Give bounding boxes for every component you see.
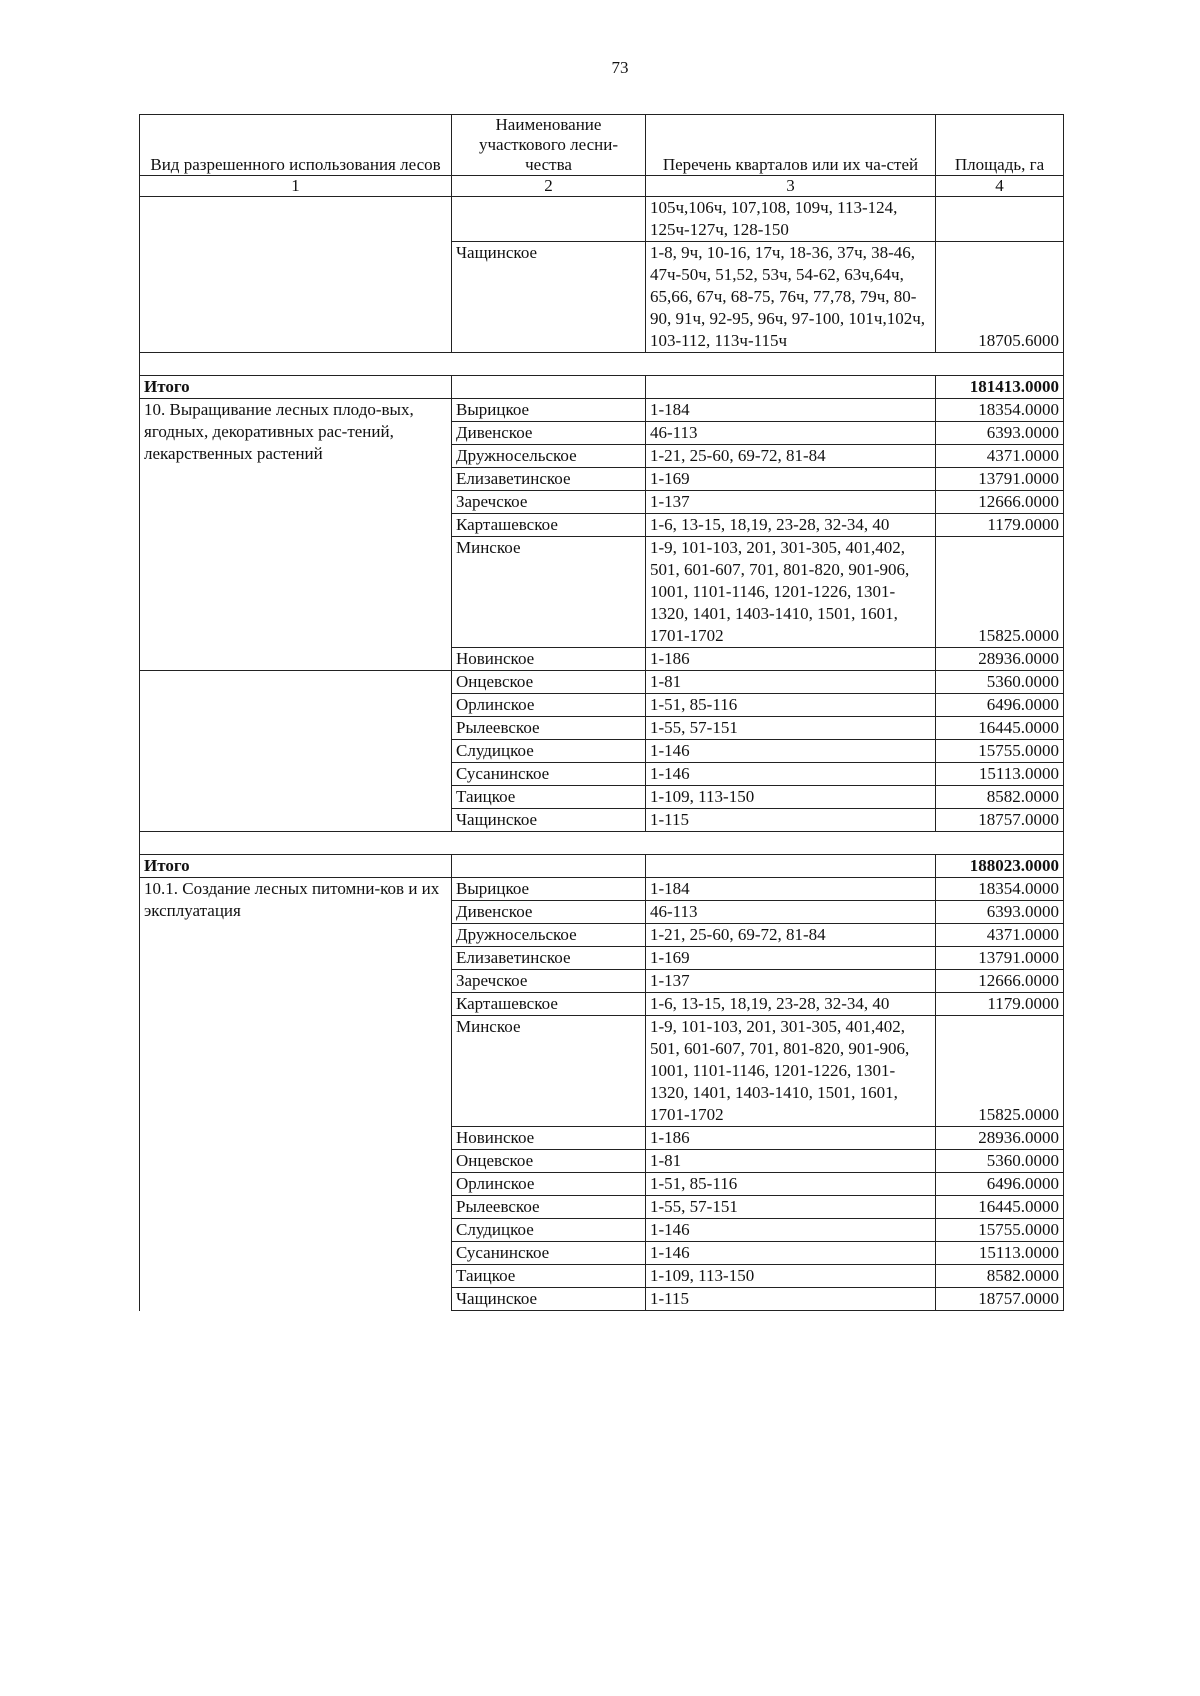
- quarters-list: 1-137: [646, 970, 936, 993]
- quarters-list: 1-55, 57-151: [646, 717, 936, 740]
- total-value: 181413.0000: [936, 376, 1064, 399]
- quarters-list: 1-51, 85-116: [646, 694, 936, 717]
- total-label: Итого: [140, 855, 452, 878]
- forest-use-table: [139, 114, 1064, 1311]
- forestry-name: Рылеевское: [452, 717, 646, 740]
- forestry-name: Елизаветинское: [452, 468, 646, 491]
- forestry-name: Заречское: [452, 970, 646, 993]
- table-row: [140, 878, 1064, 901]
- area-value: 5360.0000: [936, 671, 1064, 694]
- use-type-cell: [140, 242, 452, 353]
- forestry-name: Слудицкое: [452, 1219, 646, 1242]
- forestry-name: Сусанинское: [452, 1242, 646, 1265]
- total-row: [140, 376, 1064, 399]
- area-value: 18757.0000: [936, 1288, 1064, 1311]
- spacer-row: [140, 832, 1064, 855]
- quarters-list: 1-55, 57-151: [646, 1196, 936, 1219]
- total-row: [140, 855, 1064, 878]
- header-area: Площадь, га: [936, 115, 1064, 176]
- table-row: [140, 399, 1064, 422]
- header-row: [140, 115, 1064, 176]
- empty-cell: [646, 855, 936, 878]
- quarters-list: 1-109, 113-150: [646, 786, 936, 809]
- forestry-name: Новинское: [452, 648, 646, 671]
- area-value: 18354.0000: [936, 878, 1064, 901]
- quarters-list: 1-146: [646, 763, 936, 786]
- quarters-list: 1-169: [646, 947, 936, 970]
- table-row: [140, 242, 1064, 353]
- quarters-list: 1-115: [646, 809, 936, 832]
- forestry-name: Минское: [452, 537, 646, 648]
- quarters-list: 1-146: [646, 740, 936, 763]
- forestry-name: Рылеевское: [452, 1196, 646, 1219]
- quarters-list: 1-115: [646, 1288, 936, 1311]
- forestry-name: [452, 197, 646, 242]
- area-value: 15113.0000: [936, 763, 1064, 786]
- header-use-type: Вид разрешенного использования лесов: [140, 115, 452, 176]
- area-value: 16445.0000: [936, 1196, 1064, 1219]
- forestry-name: Орлинское: [452, 1173, 646, 1196]
- forestry-name: Дивенское: [452, 901, 646, 924]
- quarters-list: 1-109, 113-150: [646, 1265, 936, 1288]
- forestry-name: Сусанинское: [452, 763, 646, 786]
- quarters-list: 1-51, 85-116: [646, 1173, 936, 1196]
- forestry-name: Онцевское: [452, 671, 646, 694]
- column-number-row: [140, 176, 1064, 197]
- quarters-list: 1-186: [646, 648, 936, 671]
- area-value: 8582.0000: [936, 786, 1064, 809]
- column-number: 3: [646, 176, 936, 197]
- quarters-list: 1-9, 101-103, 201, 301-305, 401,402, 501, 601-607, 701, 801-820, 901-906, 1001, 1101-1146, 1201-1226, 1301-1320, 1401, 1403-1410, 1501, 1601, 1701-1702: [646, 537, 936, 648]
- column-number: 2: [452, 176, 646, 197]
- forestry-name: Таицкое: [452, 786, 646, 809]
- forestry-name: Карташевское: [452, 514, 646, 537]
- forestry-name: Новинское: [452, 1127, 646, 1150]
- quarters-list: 46-113: [646, 422, 936, 445]
- area-value: [936, 197, 1064, 242]
- area-value: 15825.0000: [936, 537, 1064, 648]
- area-value: 28936.0000: [936, 1127, 1064, 1150]
- area-value: 12666.0000: [936, 491, 1064, 514]
- spacer-row: [140, 353, 1064, 376]
- forestry-name: Вырицкое: [452, 878, 646, 901]
- column-number: 1: [140, 176, 452, 197]
- area-value: 4371.0000: [936, 924, 1064, 947]
- forestry-name: Орлинское: [452, 694, 646, 717]
- forestry-name: Карташевское: [452, 993, 646, 1016]
- column-number: 4: [936, 176, 1064, 197]
- quarters-list: 1-184: [646, 878, 936, 901]
- use-type-title: 10.1. Создание лесных питомни-ков и их эксплуатация: [140, 878, 452, 1311]
- forestry-name: Онцевское: [452, 1150, 646, 1173]
- empty-cell: [452, 855, 646, 878]
- forestry-name: Дружносельское: [452, 924, 646, 947]
- quarters-list: 1-137: [646, 491, 936, 514]
- quarters-list: 1-21, 25-60, 69-72, 81-84: [646, 445, 936, 468]
- area-value: 4371.0000: [936, 445, 1064, 468]
- table-row: [140, 671, 1064, 694]
- forestry-name: Чащинское: [452, 242, 646, 353]
- area-value: 13791.0000: [936, 468, 1064, 491]
- quarters-list: 1-169: [646, 468, 936, 491]
- quarters-list: 1-186: [646, 1127, 936, 1150]
- area-value: 5360.0000: [936, 1150, 1064, 1173]
- quarters-list: 1-184: [646, 399, 936, 422]
- quarters-list: 1-21, 25-60, 69-72, 81-84: [646, 924, 936, 947]
- area-value: 8582.0000: [936, 1265, 1064, 1288]
- area-value: 16445.0000: [936, 717, 1064, 740]
- forestry-name: Чащинское: [452, 1288, 646, 1311]
- quarters-list: 1-81: [646, 671, 936, 694]
- area-value: 13791.0000: [936, 947, 1064, 970]
- forestry-name: Минское: [452, 1016, 646, 1127]
- quarters-list: 46-113: [646, 901, 936, 924]
- quarters-list: 105ч,106ч, 107,108, 109ч, 113-124, 125ч-127ч, 128-150: [646, 197, 936, 242]
- area-value: 6393.0000: [936, 901, 1064, 924]
- table-row: [140, 197, 1064, 242]
- area-value: 28936.0000: [936, 648, 1064, 671]
- total-value: 188023.0000: [936, 855, 1064, 878]
- quarters-list: 1-6, 13-15, 18,19, 23-28, 32-34, 40: [646, 514, 936, 537]
- forestry-name: Дружносельское: [452, 445, 646, 468]
- quarters-list: 1-146: [646, 1219, 936, 1242]
- use-type-cell: [140, 671, 452, 832]
- header-quarters: Перечень кварталов или их ча-стей: [646, 115, 936, 176]
- area-value: 18757.0000: [936, 809, 1064, 832]
- forestry-name: Елизаветинское: [452, 947, 646, 970]
- forestry-name: Таицкое: [452, 1265, 646, 1288]
- forestry-name: Вырицкое: [452, 399, 646, 422]
- area-value: 15755.0000: [936, 1219, 1064, 1242]
- area-value: 18705.6000: [936, 242, 1064, 353]
- area-value: 18354.0000: [936, 399, 1064, 422]
- total-label: Итого: [140, 376, 452, 399]
- quarters-list: 1-9, 101-103, 201, 301-305, 401,402, 501, 601-607, 701, 801-820, 901-906, 1001, 1101-1146, 1201-1226, 1301-1320, 1401, 1403-1410, 1501, 1601, 1701-1702: [646, 1016, 936, 1127]
- quarters-list: 1-8, 9ч, 10-16, 17ч, 18-36, 37ч, 38-46, 47ч-50ч, 51,52, 53ч, 54-62, 63ч,64ч, 65,66, 67ч, 68-75, 76ч, 77,78, 79ч, 80-90, 91ч, 92-95, 96ч, 97-100, 101ч,102ч, 103-112, 113ч-115ч: [646, 242, 936, 353]
- quarters-list: 1-146: [646, 1242, 936, 1265]
- forestry-name: Слудицкое: [452, 740, 646, 763]
- area-value: 15755.0000: [936, 740, 1064, 763]
- area-value: 1179.0000: [936, 514, 1064, 537]
- quarters-list: 1-6, 13-15, 18,19, 23-28, 32-34, 40: [646, 993, 936, 1016]
- area-value: 15113.0000: [936, 1242, 1064, 1265]
- forestry-name: Заречское: [452, 491, 646, 514]
- forestry-name: Чащинское: [452, 809, 646, 832]
- area-value: 15825.0000: [936, 1016, 1064, 1127]
- use-type-cell: [140, 197, 452, 242]
- header-forestry-name: Наименование участкового лесни-чества: [452, 115, 646, 176]
- forestry-name: Дивенское: [452, 422, 646, 445]
- use-type-title: 10. Выращивание лесных плодо-вых, ягодных, декоративных рас-тений, лекарственных растений: [140, 399, 452, 671]
- area-value: 1179.0000: [936, 993, 1064, 1016]
- area-value: 12666.0000: [936, 970, 1064, 993]
- page-number: 73: [611, 58, 629, 77]
- quarters-list: 1-81: [646, 1150, 936, 1173]
- area-value: 6496.0000: [936, 694, 1064, 717]
- area-value: 6496.0000: [936, 1173, 1064, 1196]
- area-value: 6393.0000: [936, 422, 1064, 445]
